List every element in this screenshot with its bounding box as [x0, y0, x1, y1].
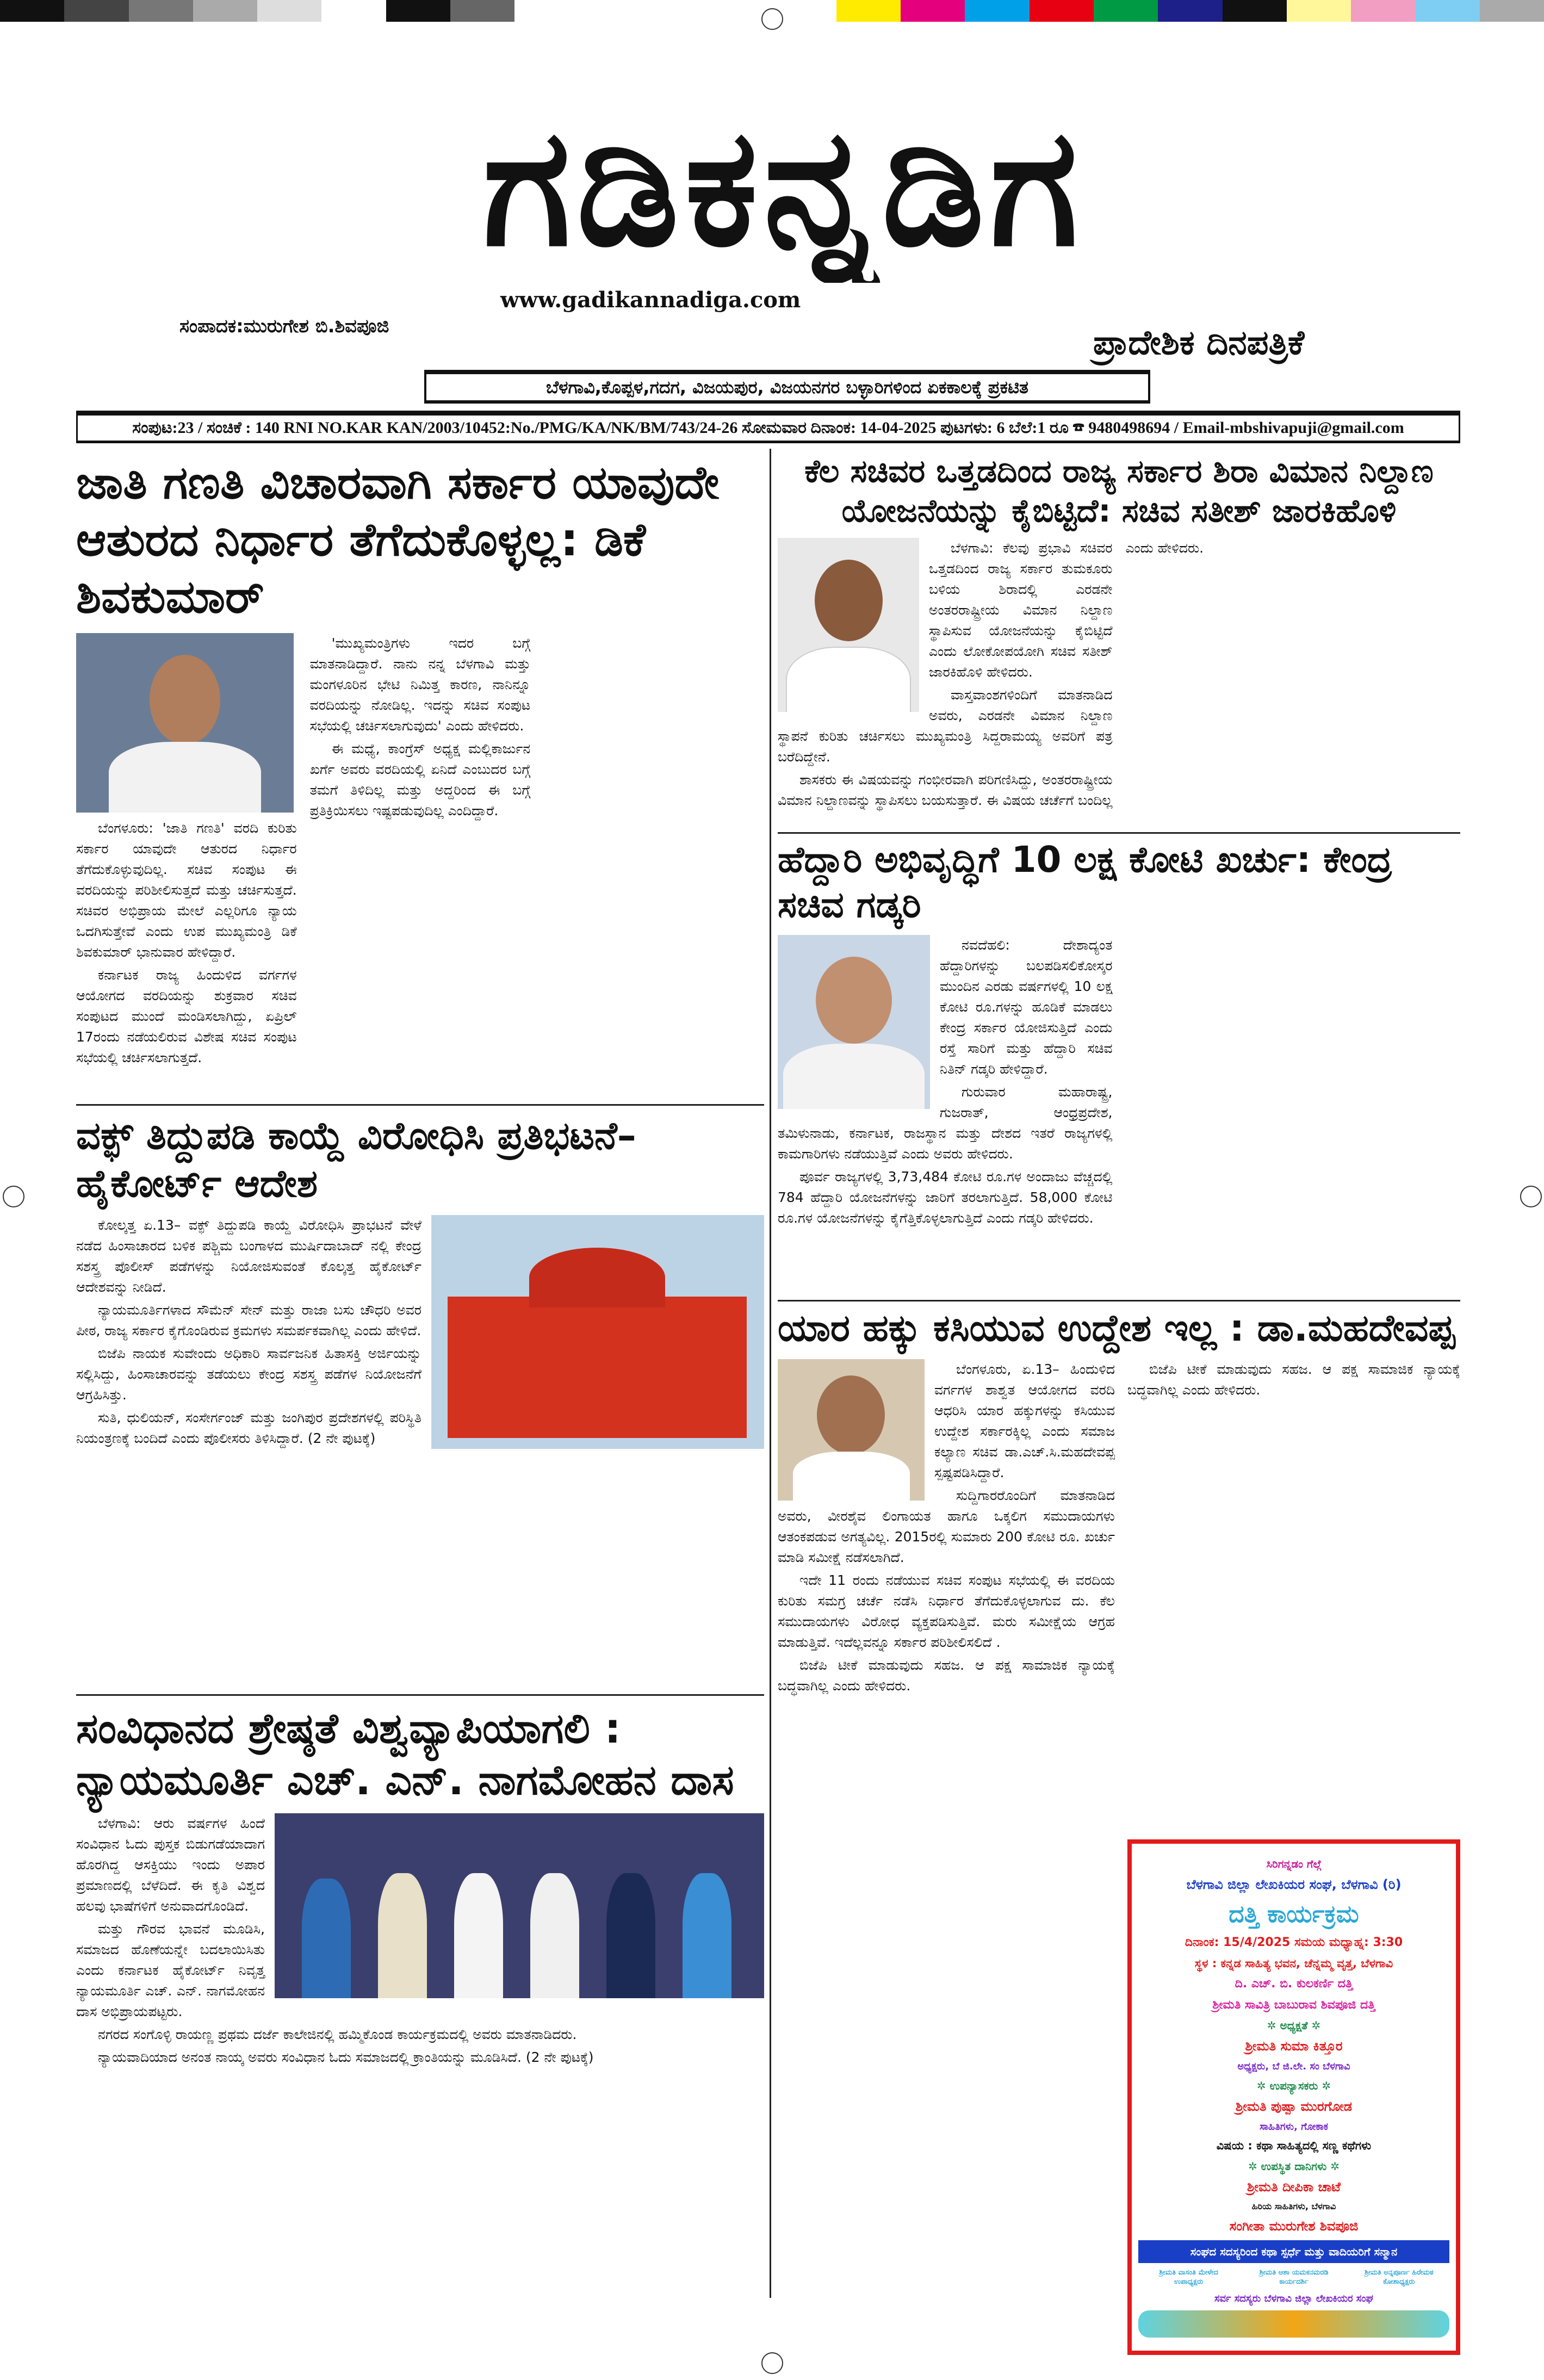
paragraph: ಇದೇ 11 ರಂದು ನಡೆಯುವ ಸಚಿವ ಸಂಪುಟ ಸಭೆಯಲ್ಲಿ ಈ ವರದಿಯ ಕುರಿತು ಸಮಗ್ರ ಚರ್ಚೆ ನಡೆಸಿ ನಿರ್ಧಾರ ತೆಗೆದುಕೊಳ್ಳಲಾಗುವ ದು. ಕೆಲ ಸಮುದಾಯಗಳು ವಿರೋಧ ವ್ಯಕ್ತಪಡಿಸುತ್ತಿವೆ. ಮರು ಸಮೀಕ್ಷೆಯ ಆಗ್ರಹ ಮಾಡುತ್ತಿವೆ. ಇದೆಲ್ಲವನ್ನೂ ಸರ್ಕಾರ ಪರಿಶೀಲಿಸಲಿದೆ .: [778, 1572, 1115, 1650]
tagline: ಪ್ರಾದೇಶಿಕ ದಿನಪತ್ರಿಕೆ: [1093, 323, 1305, 362]
masthead-title: ಗಡಿಕನ್ನಡಿಗ: [482, 92, 1084, 282]
ad-name: ಸಂಗೀತಾ ಮುರುಗೇಶ ಶಿವಪೂಜಿ: [1229, 2218, 1359, 2234]
ad-role: ಹಿರಿಯ ಸಾಹಿತಿಗಳು, ಬೆಳಗಾವಿ: [1251, 2201, 1336, 2211]
photo-nitin-gadkari: [778, 935, 930, 1109]
ad-member: ಶ್ರೀಮತಿ ಆಶಾ ಯಮಕನಮರಡಿ: [1259, 2268, 1329, 2277]
info-bar: ಸಂಪುಟ:23 / ಸಂಚಿಕೆ : 140 RNI NO.KAR KAN/2003/10452:No./PMG/KA/NK/BM/743/24-26 ಸೋಮವಾರ ದಿನಾಂಕ: 14-04-2025 ಪುಟಗಳು: 6 ಬೆಲೆ:1 ರೂ ☎ 9480498694 / Email-mbshivapuji@gmail.com: [76, 411, 1460, 443]
ad-member-role: ಕೋಶಾಧ್ಯಕ್ಷರು: [1383, 2277, 1415, 2286]
ad-member: ಶ್ರೀಮತಿ ಅನ್ನಪೂರ್ಣ ಹಿರೇಮಠ: [1365, 2268, 1434, 2277]
paragraph: ನ್ಯಾಯಮೂರ್ತಿಗಳಾದ ಸೌಮೆನ್ ಸೇನ್ ಮತ್ತು ರಾಜಾ ಬಸು ಚೌಧರಿ ಅವರ ಪೀಠ, ರಾಜ್ಯ ಸರ್ಕಾರ ಕೈಗೊಂಡಿರುವ ಕ್ರಮಗಳು ಸಮರ್ಪಕವಾಗಿಲ್ಲ ಎಂದು ಹೇಳಿದೆ.: [76, 1302, 421, 1338]
article-body: [76, 1813, 764, 2298]
article-body: [76, 1215, 764, 1689]
paragraph: ಈ ಮಧ್ಯೆ, ಕಾಂಗ್ರೆಸ್ ಅಧ್ಯಕ್ಷ ಮಲ್ಲಿಕಾರ್ಜುನ ಖರ್ಗೆ ಅವರು ವರದಿಯಲ್ಲಿ ಏನಿದೆ ಎಂಬುದರ ಬಗ್ಗೆ ತಮಗೆ ತಿಳಿದಿಲ್ಲ ಮತ್ತು ಅದ್ದರಿಂದ ಈ ಬಗ್ಗೆ ಪ್ರತಿಕ್ರಿಯಿಸಲು ಇಷ್ಟಪಡುವುದಿಲ್ಲ ಎಂದಿದ್ದಾರೆ.: [309, 741, 531, 819]
ad-decoration: [1138, 2310, 1449, 2338]
photo-dk-shivakumar: [76, 633, 294, 813]
website-link[interactable]: www.gadikannadiga.com: [500, 287, 801, 313]
paragraph: ಬೆಳಗಾವಿ: ಆರು ವರ್ಷಗಳ ಹಿಂದೆ ಸಂವಿಧಾನ ಓದು ಪುಸ್ತಕ ಬಿಡುಗಡೆಯಾದಾಗ ಹೊರಗಿದ್ದ ಆಸಕ್ತಿಯು ಇಂದು ಅಪಾರ ಪ್ರಮಾಣದಲ್ಲಿ ಬೆಳೆದಿದೆ. ಈ ಕೃತಿ ವಿಶ್ವದ ಹಲವು ಭಾಷೆಗಳಿಗೆ ಅನುವಾದಗೊಂಡಿದೆ.: [76, 1815, 265, 1914]
ad-footer: ಸರ್ವ ಸದಸ್ಯರು ಬೆಳಗಾವಿ ಜಿಲ್ಲಾ ಲೇಖಕಿಯರ ಸಂಘ: [1214, 2292, 1373, 2304]
photo-mahadevappa: [778, 1359, 925, 1501]
ad-topic: ವಿಷಯ : ಕಥಾ ಸಾಹಿತ್ಯದಲ್ಲಿ ಸಣ್ಣ ಕಥೆಗಳು: [1216, 2139, 1372, 2153]
registration-mark: [3, 1186, 24, 1207]
headline-caste-census: ಜಾತಿ ಗಣತಿ ವಿಚಾರವಾಗಿ ಸರ್ಕಾರ ಯಾವುದೇ ಆತುರದ ನಿರ್ಧಾರ ತೆಗೆದುಕೊಳ್ಳಲ್ಲ: ಡಿಕೆ ಶಿವಕುಮಾರ್: [76, 456, 720, 623]
headline-mahadevappa: ಯಾರ ಹಕ್ಕು ಕಸಿಯುವ ಉದ್ದೇಶ ಇಲ್ಲ : ಡಾ.ಮಹದೇವಪ್ಪ: [778, 1307, 1455, 1350]
headline-shira-airport: ಕೆಲ ಸಚಿವರ ಒತ್ತಡದಿಂದ ರಾಜ್ಯ ಸರ್ಕಾರ ಶಿರಾ ವಿಮಾನ ನಿಲ್ದಾಣ ಯೋಜನೆಯನ್ನು ಕೈಬಿಟ್ಟಿದೆ: ಸಚಿವ ಸತೀಶ್ ಜಾರಕಿಹೊಳಿ: [804, 453, 1434, 529]
photo-satish-jarkiholi: [778, 538, 919, 712]
ad-endowment: ಶ್ರೀಮತಿ ಸಾವಿತ್ರಿ ಬಾಬುರಾವ ಶಿವಪೂಜಿ ದತ್ತಿ: [1212, 1998, 1375, 2012]
paragraph: ನ್ಯಾಯವಾದಿಯಾದ ಅನಂತ ನಾಯ್ಕ ಅವರು ಸಂವಿಧಾನ ಓದು ಸಮಾಜದಲ್ಲಿ ಕ್ರಾಂತಿಯನ್ನು ಮೂಡಿಸಿದೆ. (2 ನೇ ಪುಟಕ್ಕೆ): [98, 2049, 594, 2065]
article-gadkari: [778, 838, 1460, 1294]
ad-member-role: ಕಾರ್ಯದರ್ಶಿ: [1279, 2277, 1309, 2286]
ad-venue: ಸ್ಥಳ : ಕನ್ನಡ ಸಾಹಿತ್ಯ ಭವನ, ಚೆನ್ನಮ್ಮ ವೃತ್ತ, ಬೆಳಗಾವಿ: [1194, 1956, 1393, 1970]
photo-high-court: [431, 1215, 764, 1449]
editor-line: ಸಂಪಾದಕ:ಮುರುಗೇಶ ಬಿ.ಶಿವಪೂಜಿ: [179, 315, 389, 337]
article-body: [778, 538, 1460, 827]
article-mahadevappa: [778, 1305, 1460, 2355]
ad-banner: ಸಂಘದ ಸದಸ್ಯರಿಂದ ಕಥಾ ಸ್ಪರ್ಧೆ ಮತ್ತು ವಾದಿಯರಿಗೆ ಸನ್ಮಾನ: [1138, 2240, 1449, 2263]
paragraph: ನಗರದ ಸಂಗೊಳ್ಳಿ ರಾಯಣ್ಣ ಪ್ರಥಮ ದರ್ಜೆ ಕಾಲೇಜಿನಲ್ಲಿ ಹಮ್ಮಿಕೊಂಡ ಕಾರ್ಯಕ್ರಮದಲ್ಲಿ ಅವರು ಮಾತನಾಡಿದರು.: [98, 2026, 577, 2042]
ad-label: ✲ ಉಪನ್ಯಾಸಕರು ✲: [1256, 2079, 1331, 2092]
ad-role: ಸಾಹಿತಿಗಳು, ಗೋಕಾಕ: [1260, 2121, 1328, 2133]
ad-date: ದಿನಾಂಕ: 15/4/2025 ಸಮಯ ಮಧ್ಯಾಹ್ನ: 3:30: [1185, 1936, 1403, 1950]
paragraph: ಬಿಜೆಪಿ ಟೀಕೆ ಮಾಡುವುದು ಸಹಜ. ಆ ಪಕ್ಷ ಸಾಮಾಜಿಕ ನ್ಯಾಯಕ್ಕೆ ಬದ್ಧವಾಗಿಲ್ಲ ಎಂದು ಹೇಳಿದರು.: [778, 1657, 1115, 1694]
divider: [778, 832, 1460, 834]
paragraph: ಬೆಂಗಳೂರು, ಏ.13– ಹಿಂದುಳಿದ ವರ್ಗಗಳ ಶಾಶ್ವತ ಆಯೋಗದ ವರದಿ ಆಧರಿಸಿ ಯಾರ ಹಕ್ಕುಗಳನ್ನು ಕಸಿಯುವ ಉದ್ದೇಶ ಸರ್ಕಾರಕ್ಕಿಲ್ಲ ಎಂದು ಸಮಾಜ ಕಲ್ಯಾಣ ಸಚಿವ ಡಾ.ಎಚ್.ಸಿ.ಮಹದೇವಪ್ಪ ಸ್ಪಷ್ಟಪಡಿಸಿದ್ದಾರೆ.: [934, 1361, 1115, 1480]
headline-waqf: ವಕ್ಫ್ ತಿದ್ದುಪಡಿ ಕಾಯ್ದೆ ವಿರೋಧಿಸಿ ಪ್ರತಿಭಟನೆ– ಹೈಕೋರ್ಟ್ ಆದೇಶ: [76, 1113, 636, 1206]
ad-role: ಅಧ್ಯಕ್ಷರು, ಬೆ ಜಿ.ಲೇ. ಸಂ ಬೆಳಗಾವಿ: [1237, 2061, 1350, 2073]
ad-member-role: ಉಪಾಧ್ಯಕ್ಷರು: [1174, 2277, 1204, 2286]
ad-title: ದತ್ತಿ ಕಾರ್ಯಕ್ರಮ: [1229, 1900, 1359, 1928]
paragraph: ಸುತಿ, ಧುಲಿಯನ್, ಸಂಸೇರ್ಗಂಜ್ ಮತ್ತು ಜಂಗಿಪುರ ಪ್ರದೇಶಗಳಲ್ಲಿ ಪರಿಸ್ಥಿತಿ ನಿಯಂತ್ರಣಕ್ಕೆ ಬಂದಿದೆ ಎಂದು ಪೊಲೀಸರು ತಿಳಿಸಿದ್ದಾರೆ. (2 ನೇ ಪುಟಕ್ಕೆ): [76, 1410, 421, 1446]
article-shira-airport: [778, 451, 1460, 827]
headline-constitution: ಸಂವಿಧಾನದ ಶ್ರೇಷ್ಠತೆ ವಿಶ್ವವ್ಯಾಪಿಯಾಗಲಿ : ನ್ಯಾಯಮೂರ್ತಿ ಎಚ್. ಎನ್. ನಾಗಮೋಹನ ದಾಸ: [76, 1704, 734, 1804]
column-divider: [770, 449, 771, 2298]
ad-top: ಸಿರಿಗನ್ನಡಂ ಗೆಲ್ಗೆ: [1266, 1857, 1322, 1870]
registration-mark: [761, 2352, 783, 2374]
article-body-continued: [1127, 1359, 1460, 1831]
paragraph: ಕರ್ನಾಟಕ ರಾಜ್ಯ ಹಿಂದುಳಿದ ವರ್ಗಗಳ ಆಯೋಗದ ವರದಿಯನ್ನು ಶುಕ್ರವಾರ ಸಚಿವ ಸಂಪುಟದ ಮುಂದೆ ಮಂಡಿಸಲಾಗಿದ್ದು, ಏಪ್ರಿಲ್ 17ರಂದು ನಡೆಯಲಿರುವ ವಿಶೇಷ ಸಚಿವ ಸಂಪುಟ ಸಭೆಯಲ್ಲಿ ಚರ್ಚಿಸಲಾಗುತ್ತದೆ.: [76, 967, 297, 1065]
ad-endowment: ದಿ. ಎಚ್. ಬಿ. ಕುಲಕರ್ಣಿ ದತ್ತಿ: [1235, 1977, 1353, 1991]
divider: [778, 1300, 1460, 1301]
paragraph: ಬಿಜೆಪಿ ಟೀಕೆ ಮಾಡುವುದು ಸಹಜ. ಆ ಪಕ್ಷ ಸಾಮಾಜಿಕ ನ್ಯಾಯಕ್ಕೆ ಬದ್ಧವಾಗಿಲ್ಲ ಎಂದು ಹೇಳಿದರು.: [1127, 1361, 1460, 1398]
paragraph: ಪೂರ್ವ ರಾಜ್ಯಗಳಲ್ಲಿ 3,73,484 ಕೋಟಿ ರೂ.ಗಳ ಅಂದಾಜು ವೆಚ್ಚದಲ್ಲಿ 784 ಹೆದ್ದಾರಿ ಯೋಜನೆಗಳನ್ನು ಜಾರಿಗೆ ತರಲಾಗುತ್ತಿದೆ. 58,000 ಕೋಟಿ ರೂ.ಗಳ ಯೋಜನೆಗಳನ್ನು ಕೈಗೆತ್ತಿಕೊಳ್ಳಲಾಗುತ್ತಿದೆ ಎಂದು ಗಡ್ಕರಿ ಹೇಳಿದರು.: [778, 1169, 1113, 1226]
edition-strip: ಬೆಳಗಾವಿ,ಕೊಪ್ಪಳ,ಗದಗ, ವಿಜಯಪುರ, ವಿಜಯನಗರ ಬಳ್ಳಾರಿಗಳಿಂದ ಏಕಕಾಲಕ್ಕೆ ಪ್ರಕಟಿತ: [424, 370, 1150, 404]
registration-mark: [1520, 1186, 1542, 1207]
divider: [76, 1694, 764, 1696]
paragraph: ಕೋಲ್ಕತ್ತ ಏ.13– ವಕ್ಫ್ ತಿದ್ದುಪಡಿ ಕಾಯ್ದೆ ವಿರೋಧಿಸಿ ಪ್ರಾಭಟನೆ ವೇಳೆ ನಡೆದ ಹಿಂಸಾಚಾರದ ಬಳಿಕ ಪಶ್ಚಿಮ ಬಂಗಾಳದ ಮುರ್ಷಿದಾಬಾದ್ ನಲ್ಲಿ ಕೇಂದ್ರ ಸಶಸ್ತ್ರ ಪೊಲೀಸ್ ಪಡೆಗಳನ್ನು ನಿಯೋಜಿಸುವಂತೆ ಕೊಲ್ಕತ್ತ ಹೈಕೋರ್ಟ್ ಆದೇಶವನ್ನು ನೀಡಿದೆ.: [76, 1217, 421, 1295]
headline-gadkari: ಹೆದ್ದಾರಿ ಅಭಿವೃದ್ಧಿಗೆ 10 ಲಕ್ಷ ಕೋಟಿ ಖರ್ಚು: ಕೇಂದ್ರ ಸಚಿವ ಗಡ್ಕರಿ: [778, 839, 1392, 926]
ad-member: ಶ್ರೀಮತಿ ವಾಸಂತಿ ಮೇಳೇದ: [1159, 2268, 1218, 2277]
ad-name: ಶ್ರೀಮತಿ ದೀಪಿಕಾ ಚಾಟೆ: [1247, 2179, 1341, 2195]
paragraph: ಸುದ್ದಿಗಾರರೊಂದಿಗೆ ಮಾತನಾಡಿದ ಅವರು, ವೀರಶೈವ ಲಿಂಗಾಯತ ಹಾಗೂ ಒಕ್ಕಲಿಗ ಸಮುದಾಯಗಳು ಆತಂಕಪಡುವ ಅಗತ್ಯವಿಲ್ಲ. 2015ರಲ್ಲಿ ಸುಮಾರು 200 ಕೋಟಿ ರೂ. ಖರ್ಚು ಮಾಡಿ ಸಮೀಕ್ಷೆ ನಡೆಸಲಾಗಿದೆ.: [778, 1488, 1115, 1565]
paragraph: ಮತ್ತು ಗೌರವ ಭಾವನೆ ಮೂಡಿಸಿ, ಸಮಾಜದ ಹೊಣೆಯನ್ನೇ ಬದಲಾಯಿಸಿತು ಎಂದು ಕರ್ನಾಟಕ ಹೈಕೋರ್ಟ್ ನಿವೃತ್ತ ನ್ಯಾಯಮೂರ್ತಿ ಎಚ್. ಎನ್. ನಾಗಮೋಹನ ದಾಸ ಅಭಿಪ್ರಾಯಪಟ್ಟರು.: [76, 1921, 265, 2019]
article-constitution: [76, 1702, 764, 2298]
paragraph: ಬಿಜೆಪಿ ನಾಯಕ ಸುವೇಂದು ಅಧಿಕಾರಿ ಸಾರ್ವಜನಿಕ ಹಿತಾಸಕ್ತಿ ಅರ್ಜಿಯನ್ನು ಸಲ್ಲಿಸಿದ್ದು, ಹಿಂಸಾಚಾರವನ್ನು ತಡೆಯಲು ಕೇಂದ್ರ ಸಶಸ್ತ್ರ ಪಡೆಗಳ ನಿಯೋಜನೆಗೆ ಆಗ್ರಹಿಸಿತ್ತು.: [76, 1346, 421, 1403]
paragraph: ನವದೆಹಲಿ: ದೇಶಾದ್ಯಂತ ಹೆದ್ದಾರಿಗಳನ್ನು ಬಲಪಡಿಸಲಿಕೋಸ್ಕರ ಮುಂದಿನ ಎರಡು ವರ್ಷಗಳಲ್ಲಿ 10 ಲಕ್ಷ ಕೋಟಿ ರೂ.ಗಳನ್ನು ಹೂಡಿಕೆ ಮಾಡಲು ಕೇಂದ್ರ ಸರ್ಕಾರ ಯೋಜಿಸುತ್ತಿದೆ ಎಂದು ರಸ್ತೆ ಸಾರಿಗೆ ಮತ್ತು ಹೆದ್ದಾರಿ ಸಚಿವ ನಿತಿನ್ ಗಡ್ಕರಿ ಹೇಳಿದ್ದಾರೆ.: [940, 937, 1113, 1077]
article-body: [778, 1359, 1115, 2355]
event-advertisement: [1127, 1839, 1460, 2355]
paragraph: ಬೆಳಗಾವಿ: ಕೆಲವು ಪ್ರಭಾವಿ ಸಚಿವರ ಒತ್ತಡದಿಂದ ರಾಜ್ಯ ಸರ್ಕಾರ ತುಮಕೂರು ಬಳಿಯ ಶಿರಾದಲ್ಲಿ ಎರಡನೇ ಅಂತರರಾಷ್ಟ್ರೀಯ ವಿಮಾನ ನಿಲ್ದಾಣ ಸ್ಥಾಪಿಸುವ ಯೋಜನೆಯನ್ನು ಕೈಬಿಟ್ಟಿದೆ ಎಂದು ಲೋಕೋಪಯೋಗಿ ಸಚಿವ ಸತೀಶ್ ಜಾರಕಿಹೊಳಿ ಹೇಳಿದರು.: [929, 540, 1113, 680]
ad-label: ✲ ಅಧ್ಯಕ್ಷತೆ ✲: [1267, 2019, 1321, 2032]
divider: [76, 1104, 764, 1106]
article-waqf: [76, 1112, 764, 1689]
paragraph: ಬೆಂಗಳೂರು: 'ಜಾತಿ ಗಣತಿ' ವರದಿ ಕುರಿತು ಸರ್ಕಾರ ಯಾವುದೇ ಆತುರದ ನಿರ್ಧಾರ ತೆಗೆದುಕೊಳ್ಳುವುದಿಲ್ಲ. ಸಚಿವ ಸಂಪುಟ ಈ ವರದಿಯನ್ನು ಪರಿಶೀಲಿಸುತ್ತದೆ ಮತ್ತು ಚರ್ಚಿಸುತ್ತದೆ. ಸಚಿವರ ಅಭಿಪ್ರಾಯ ಮೇಲೆ ಎಲ್ಲರಿಗೂ ನ್ಯಾಯ ಒದಗಿಸುತ್ತೇವೆ ಎಂದು ಉಪ ಮುಖ್ಯಮಂತ್ರಿ ಡಿಕೆ ಶಿವಕುಮಾರ್ ಭಾನುವಾರ ಹೇಳಿದ್ದಾರೆ.: [76, 820, 297, 960]
ad-name: ಶ್ರೀಮತಿ ಸುಮಾ ಕಿತ್ತೂರ: [1245, 2038, 1343, 2054]
paragraph: 'ಮುಖ್ಯಮಂತ್ರಿಗಳು ಇದರ ಬಗ್ಗೆ ಮಾತನಾಡಿದ್ದಾರೆ. ನಾನು ನನ್ನ ಬೆಳಗಾವಿ ಮತ್ತು ಮಂಗಳೂರಿನ ಭೇಟಿ ನಿಮಿತ್ತ ಕಾರಣ, ನಾನಿನ್ನೂ ವರದಿಯನ್ನು ನೋಡಿಲ್ಲ. ಇದನ್ನು ಸಚಿವ ಸಂಪುಟ ಸಭೆಯಲ್ಲಿ ಚರ್ಚಿಸಲಾಗುವುದು' ಎಂದು ಹೇಳಿದರು.: [309, 635, 531, 734]
paragraph: ಗುರುವಾರ ಮಹಾರಾಷ್ಟ್ರ, ಗುಜರಾತ್, ಆಂಧ್ರಪ್ರದೇಶ, ತಮಿಳುನಾಡು, ಕರ್ನಾಟಕ, ರಾಜಸ್ಥಾನ ಮತ್ತು ದೇಶದ ಇತರೆ ರಾಜ್ಯಗಳಲ್ಲಿ ಕಾಮಗಾರಿಗಳು ನಡೆಯುತ್ತಿವೆ ಎಂದು ಅವರು ಹೇಳಿದರು.: [778, 1084, 1113, 1162]
article-caste-census: [76, 454, 764, 1099]
ad-committee: [1138, 2269, 1449, 2287]
paragraph: ಶಾಸಕರು ಈ ವಿಷಯವನ್ನು ಗಂಭೀರವಾಗಿ ಪರಿಗಣಿಸಿದ್ದು, ಅಂತರರಾಷ್ಟ್ರೀಯ ವಿಮಾನ ನಿಲ್ದಾಣವನ್ನು ಸ್ಥಾಪಿಸಲು ಬಯಸುತ್ತಾರೆ. ಈ ವಿಷಯ ಚರ್ಚೆಗೆ ಬಂದಿಲ್ಲ ಎಂದು ಹೇಳಿದರು.: [778, 540, 1204, 808]
article-body: [76, 633, 764, 1099]
paragraph: ವಾಸ್ತವಾಂಶಗಳಿಂದಿಗೆ ಮಾತನಾಡಿದ ಅವರು, ಎರಡನೇ ವಿಮಾನ ನಿಲ್ದಾಣ ಸ್ಥಾಪನೆ ಕುರಿತು ಚರ್ಚಿಸಲು ಮುಖ್ಯಮಂತ್ರಿ ಸಿದ್ದರಾಮಯ್ಯ ಅವರಿಗೆ ಪತ್ರ ಬರೆದಿದ್ದೇನೆ.: [778, 687, 1113, 765]
article-body: [778, 935, 1460, 1294]
registration-mark: [761, 8, 783, 30]
ad-name: ಶ್ರೀಮತಿ ಪುಷ್ಪಾ ಮುರಗೋಡ: [1235, 2098, 1353, 2114]
ad-org: ಬೆಳಗಾವಿ ಜಿಲ್ಲಾ ಲೇಖಕಿಯರ ಸಂಘ, ಬೆಳಗಾವಿ (ರಿ): [1186, 1876, 1402, 1892]
ad-label: ✲ ಉಪಸ್ಥಿತ ದಾನಿಗಳು ✲: [1248, 2159, 1340, 2173]
photo-event-stage: [275, 1813, 764, 1998]
